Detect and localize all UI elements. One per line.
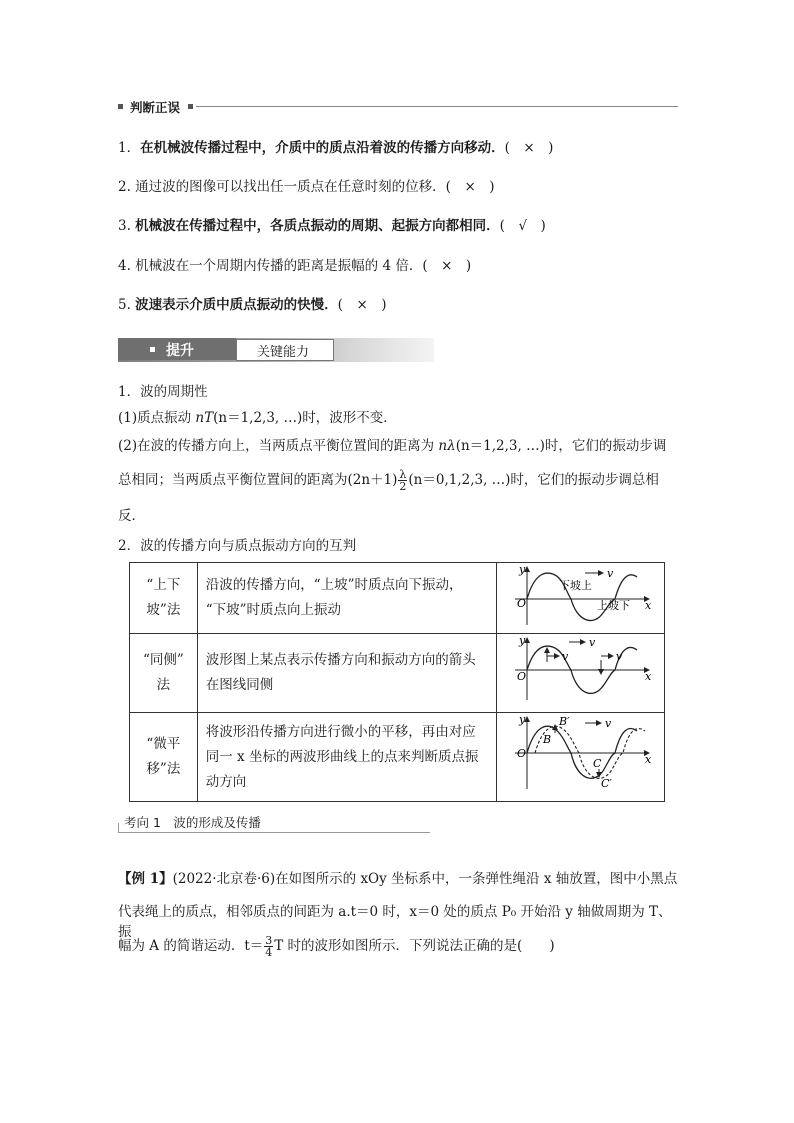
topic-header [118, 810, 434, 834]
three-quarters-fraction: $\frac{3}{4}$ [265, 934, 273, 959]
judge-item-1: 1．在机械波传播过程中，介质中的质点沿着波的传播方向移动．( × ) [118, 140, 554, 156]
table-row [130, 563, 665, 634]
divider [196, 106, 678, 107]
origin-label: O [516, 670, 527, 683]
description-cell: 沿波的传播方向，“上坡”时质点向下振动， “下坡”时质点向上振动 [197, 563, 496, 634]
judge-item-3: 3. 机械波在传播过程中，各质点振动的周期、起振方向都相同．( √ ) [118, 218, 546, 234]
y-axis-label: y [518, 713, 526, 726]
point-c-label: C [592, 757, 602, 770]
judge-section-title: 判断正误 [130, 100, 181, 115]
point-b-prime-label: B′ [558, 715, 570, 728]
example-tag: 【例 1】 [118, 871, 173, 887]
point-c-prime-label: C′ [600, 777, 612, 790]
banner-sub-label: 关键能力 [257, 345, 310, 360]
velocity-label: v [604, 717, 612, 730]
periodicity-heading: 1．波的周期性 [118, 384, 208, 400]
judge-section-header [118, 99, 678, 115]
table-row [130, 634, 665, 713]
x-axis-label: x [644, 599, 652, 612]
method-cell: “同侧” 法 [130, 634, 198, 713]
square-bullet-icon [150, 347, 155, 352]
x-axis-label: x [644, 670, 652, 683]
key-ability-banner [118, 338, 434, 362]
direction-heading: 2．波的传播方向与质点振动方向的互判 [118, 538, 357, 554]
method-cell: “微平 移”法 [130, 713, 198, 802]
velocity-label: v [561, 650, 569, 663]
origin-label: O [516, 747, 527, 760]
same-side-figure [497, 634, 664, 708]
point-b-label: B [542, 733, 552, 746]
y-axis-label: y [518, 563, 526, 576]
judge-item-5: 5. 波速表示介质中质点振动的快慢．( × ) [118, 297, 387, 313]
periodicity-p2-line3: 反． [118, 508, 145, 524]
description-cell: 将波形沿传播方向进行微小的平移，再由对应 同一 x 坐标的两波形曲线上的点来判断质点振 动方向 [197, 713, 496, 802]
method-cell: “上下 坡”法 [130, 563, 198, 634]
square-bullet-icon [188, 104, 193, 109]
description-cell: 波形图上某点表示传播方向和振动方向的箭头 在图线同侧 [197, 634, 496, 713]
figure-cell [496, 563, 664, 634]
figure-cell [496, 634, 664, 713]
origin-label: O [516, 597, 527, 610]
table-row [130, 713, 665, 802]
example-line-3: 幅为 A 的简谐运动．t＝ $\frac{3}{4}$ T 时的波形如图所示．下列说法正确的是( ) [118, 934, 555, 959]
judge-item-4: 4. 机械波在一个周期内传播的距离是振幅的 4 倍．( × ) [118, 258, 472, 274]
lambda-over-2-fraction: $\frac{\lambda}{2}$ [399, 468, 407, 493]
judge-item-2: 2. 通过波的图像可以找出任一质点在任意时刻的位移．( × ) [118, 179, 495, 195]
example-line-1: 【例 1】(2022·北京卷·6)在如图所示的 xOy 坐标系中，一条弹性绳沿 x 轴放置，图中小黑点 [118, 871, 678, 887]
banner-main-label: 提升 [166, 343, 194, 359]
small-shift-figure [497, 713, 664, 797]
periodicity-p2-line2: 总相同；当两质点平衡位置间的距离为(2n＋1) $\frac{\lambda}{2}$ (n＝0,1,2,3, …)时，它们的振动步调总相 [118, 468, 659, 493]
divider [118, 832, 430, 833]
velocity-label: v [615, 650, 623, 663]
slope-method-figure [497, 563, 664, 629]
x-axis-label: x [644, 753, 652, 766]
method-table [129, 562, 665, 802]
square-bullet-icon [118, 104, 123, 109]
downhill-up-label: 下坡上 [558, 579, 592, 592]
periodicity-p1: (1)质点振动 nT(n＝1,2,3, …)时，波形不变． [118, 410, 397, 426]
velocity-label: v [588, 636, 596, 649]
y-axis-label: y [518, 634, 526, 647]
uphill-down-label: 上坡下 [596, 599, 630, 612]
figure-cell [496, 713, 664, 802]
periodicity-p2-line1: (2)在波的传播方向上，当两质点平衡位置间的距离为 nλ(n＝1,2,3, …)时，它们的振动步调 [118, 438, 667, 454]
example-line-2: 代表绳上的质点，相邻质点的间距为 a.t＝0 时，x＝0 处的质点 P₀ 开始沿 y 轴做周期为 T、振 [118, 904, 672, 940]
velocity-label: v [606, 567, 614, 580]
topic-label: 考向 1 波的形成及传播 [124, 815, 261, 830]
